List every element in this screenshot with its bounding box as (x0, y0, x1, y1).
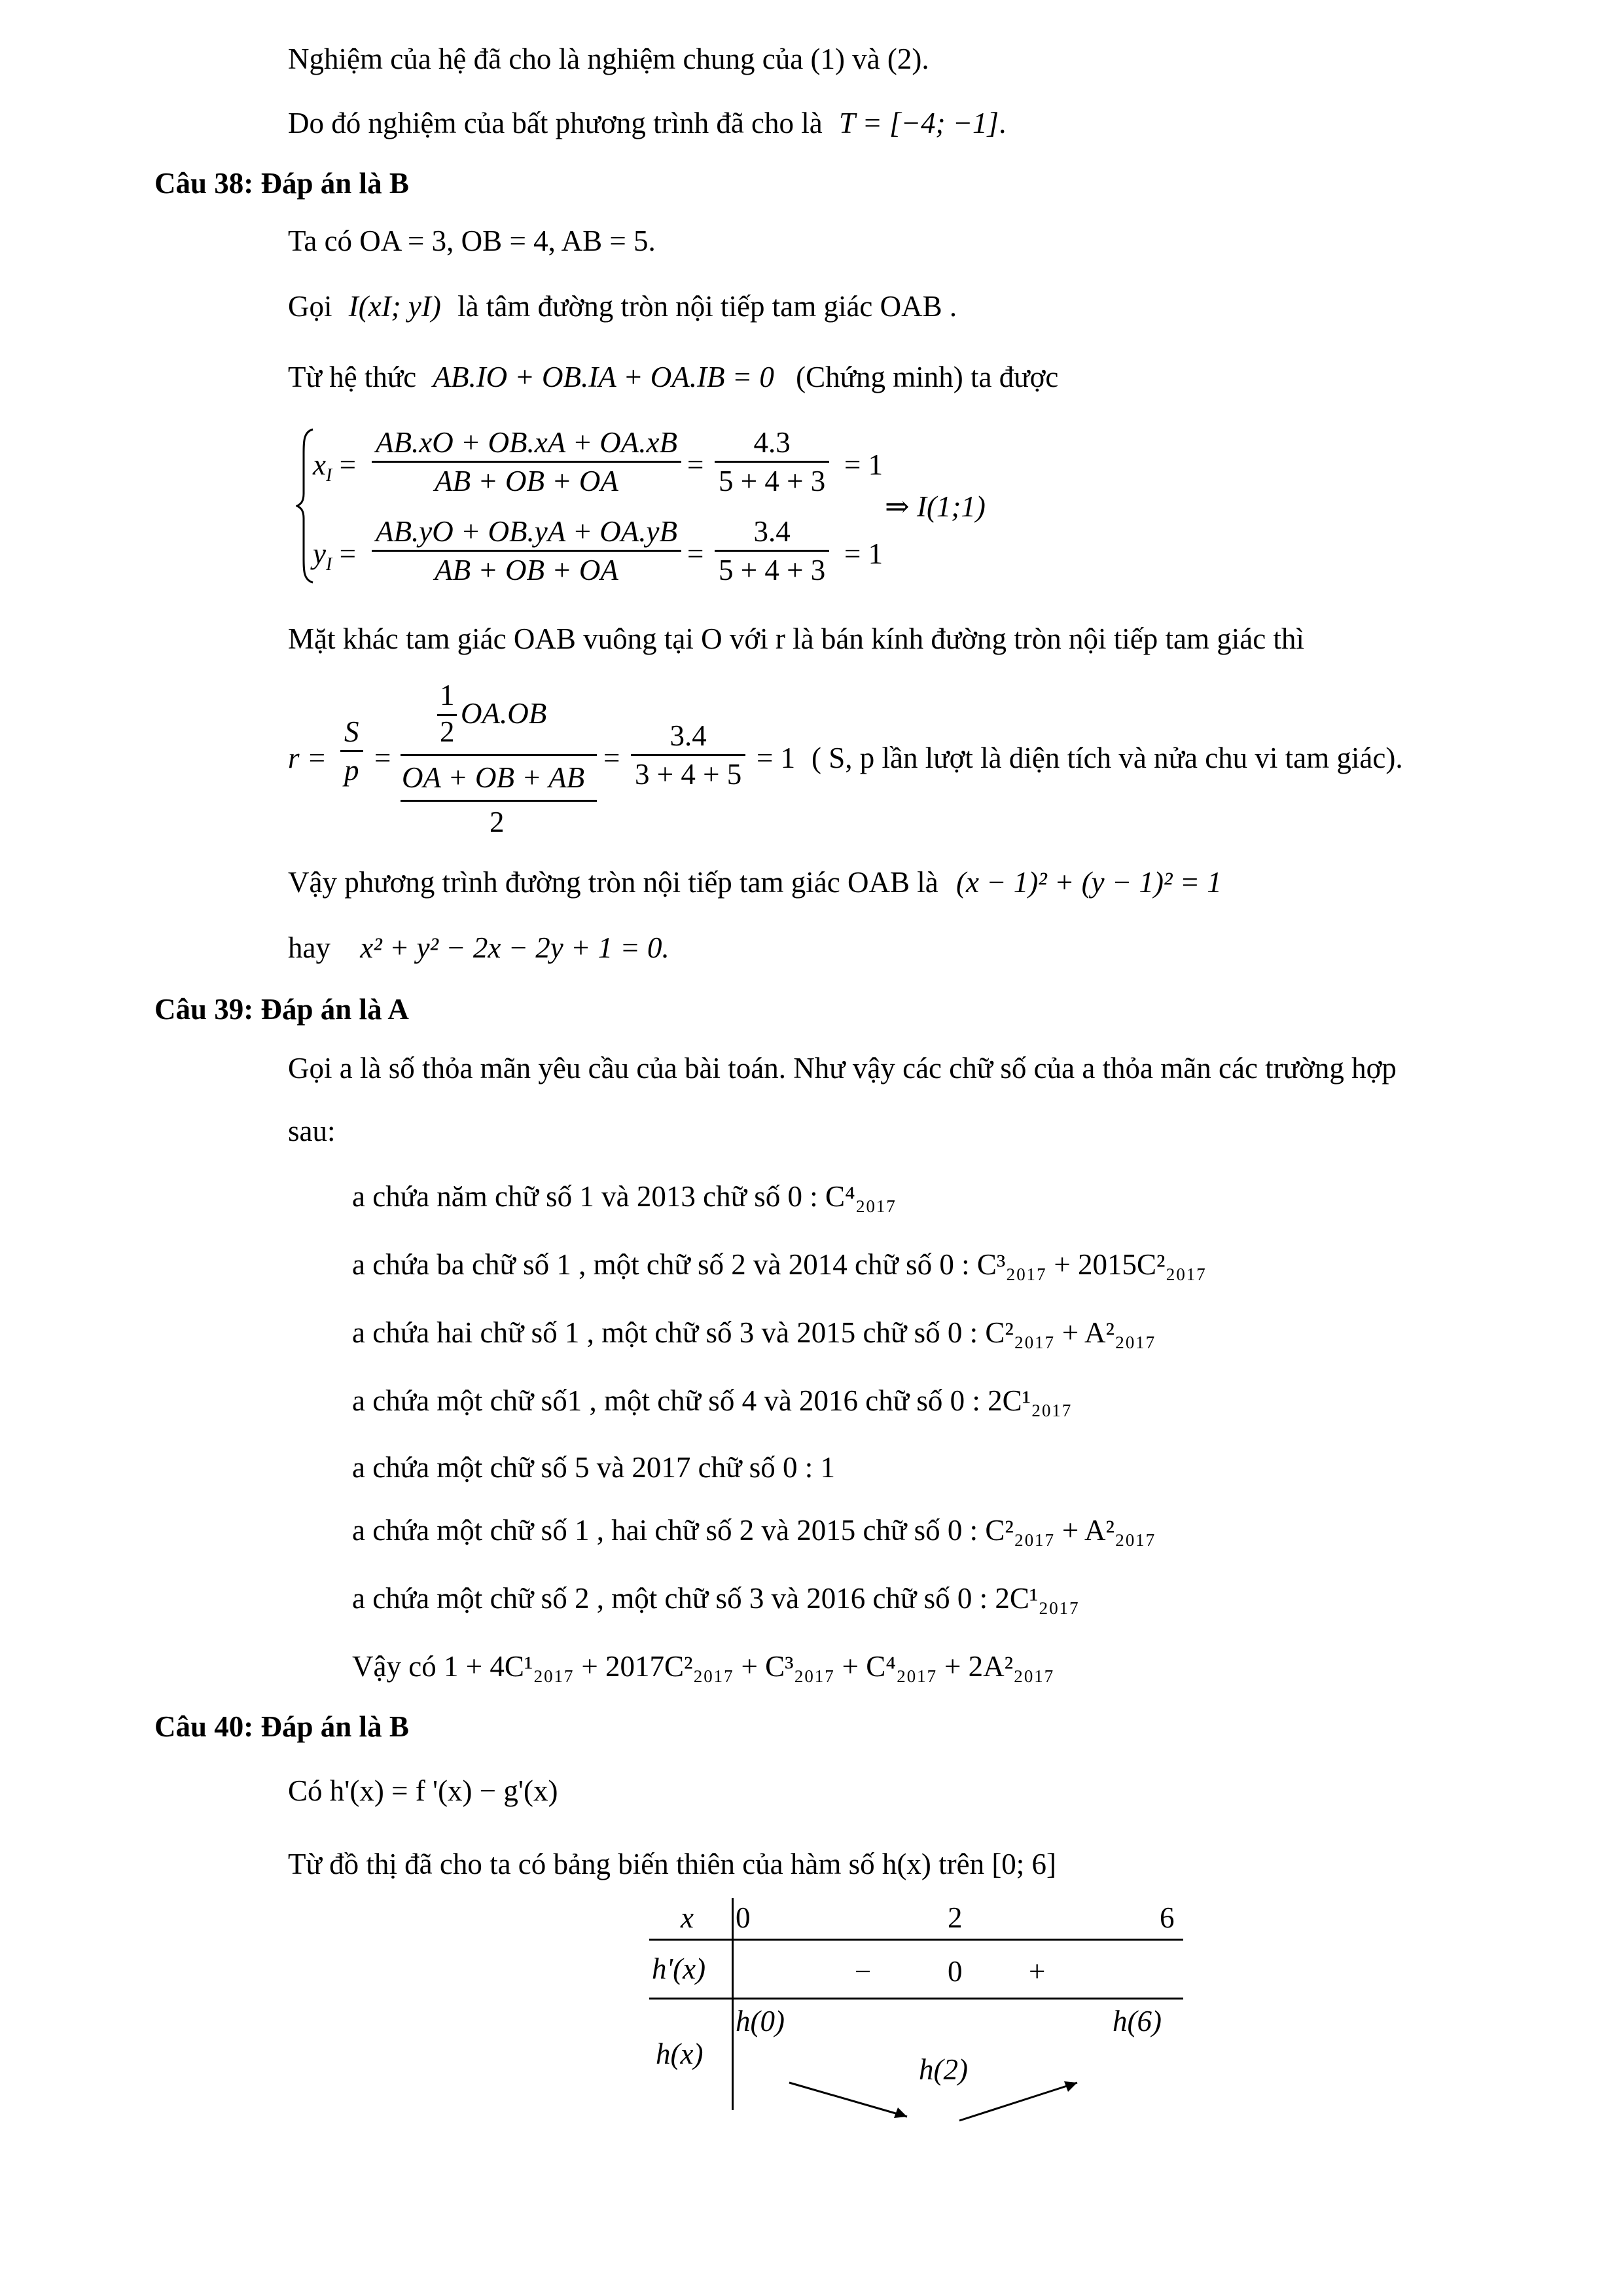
q38-circle-text: Vậy phương trình đường tròn nội tiếp tam giác OAB là (288, 866, 938, 899)
r-S: S (340, 713, 363, 752)
q40-table-intro: Từ đồ thị đã cho ta có bảng biến thiên của hàm số h(x) trên [0; 6] (288, 1848, 1057, 1880)
yI-value-num: 3.4 (715, 513, 829, 552)
r-oaob: OA.OB (461, 697, 547, 730)
r-lhs: r = (288, 742, 327, 774)
q39-case-5: a chứa một chữ số 5 và 2017 chữ số 0 : 1 (352, 1451, 836, 1484)
q38-general-eq (288, 929, 669, 966)
r-S-over-p (340, 713, 363, 789)
table-sign-minus: − (855, 1955, 872, 1988)
xI-numerator: AB.xO + OB.xA + OA.xB (372, 424, 681, 463)
table-hprime-label: h'(x) (652, 1952, 706, 1985)
xI-value-fraction (715, 424, 829, 499)
xI-eq: = (687, 448, 704, 481)
table-x-label: x (681, 1901, 694, 1934)
intro-line-2 (288, 105, 1006, 141)
table-sign-zero: 0 (948, 1955, 963, 1988)
q40-title: Câu 40: Đáp án là B (154, 1710, 409, 1743)
r-value-num: 3.4 (631, 717, 745, 756)
q39-intro-2: sau: (288, 1115, 336, 1147)
r-result: = 1 (757, 742, 796, 774)
table-h6: h(6) (1113, 2005, 1162, 2037)
q38-circle-eq (288, 864, 1222, 901)
r-sum: OA + OB + AB (402, 761, 585, 794)
yI-eq: = (687, 537, 704, 570)
q38-center-text: Gọi (288, 290, 332, 323)
xI-result: = 1 (844, 448, 883, 481)
yI-value-den: 5 + 4 + 3 (719, 554, 826, 586)
q38-vector-end: (Chứng minh) ta được (796, 361, 1059, 393)
r-two-b: 2 (490, 806, 505, 838)
yI-denominator: AB + OB + OA (435, 554, 618, 586)
q38-title: Câu 38: Đáp án là B (154, 167, 409, 200)
intro-line-1: Nghiệm của hệ đã cho là nghiệm chung của (1) và (2). (288, 43, 929, 75)
xI-denominator: AB + OB + OA (435, 465, 618, 497)
r-sum-bar (401, 800, 597, 802)
table-x-2: 2 (948, 1901, 963, 1934)
r-value-den: 3 + 4 + 5 (635, 758, 742, 791)
xI-fraction (372, 424, 681, 499)
q39-intro-1: Gọi a là số thỏa mãn yêu cầu của bài toán. Như vậy các chữ số của a thỏa mãn các trường hợp (288, 1052, 1397, 1085)
xI-value-num: 4.3 (715, 424, 829, 463)
xI-lhs: $x_I$ = (313, 448, 356, 486)
yI-fraction (372, 513, 681, 588)
yI-numerator: AB.yO + OB.yA + OA.yB (372, 513, 681, 552)
yI-result: = 1 (844, 537, 883, 570)
table-x-0: 0 (736, 1901, 751, 1934)
q39-case-3: a chứa hai chữ số 1 , một chữ số 3 và 2015 chữ số 0 : C²₂₀₁₇ + A²₂₀₁₇ (352, 1316, 1156, 1349)
table-sign-plus: + (1029, 1955, 1046, 1988)
table-h-label: h(x) (656, 2037, 704, 2070)
yI-value-fraction (715, 513, 829, 588)
center-result: ⇒ I(1;1) (885, 490, 986, 523)
q39-case-7: a chứa một chữ số 2 , một chữ số 3 và 2016 chữ số 0 : 2C¹₂₀₁₇ (352, 1582, 1080, 1615)
q39-case-2: a chứa ba chữ số 1 , một chữ số 2 và 2014 chữ số 0 : C³₂₀₁₇ + 2015C²₂₀₁₇ (352, 1248, 1207, 1281)
q38-vector-text: Từ hệ thức (288, 361, 417, 393)
intro-line-2-text: Do đó nghiệm của bất phương trình đã cho là (288, 107, 823, 139)
q39-case-4: a chứa một chữ số1 , một chữ số 4 và 2016 chữ số 0 : 2C¹₂₀₁₇ (352, 1384, 1072, 1417)
q38-or-text: hay (288, 931, 330, 964)
r-eq-2: = (603, 742, 620, 774)
q38-circle-math: (x − 1)² + (y − 1)² = 1 (955, 866, 1222, 899)
q40-derivative: Có h'(x) = f '(x) − g'(x) (288, 1774, 558, 1807)
r-value-fraction (631, 717, 745, 793)
arrow-down-icon (779, 2075, 936, 2127)
q38-center-end: là tâm đường tròn nội tiếp tam giác OAB . (457, 290, 957, 323)
table-hline-2 (649, 1998, 1183, 2000)
intro-line-2-end: . (999, 107, 1007, 139)
table-x-6: 6 (1160, 1901, 1175, 1934)
q39-conclusion: Vậy có 1 + 4C¹₂₀₁₇ + 2017C²₂₀₁₇ + C³₂₀₁₇ + C⁴₂₀₁₇ + 2A²₂₀₁₇ (352, 1650, 1054, 1683)
r-note: ( S, p lần lượt là diện tích và nửa chu vi tam giác). (812, 742, 1403, 774)
table-vline (732, 1898, 734, 2110)
q38-right-triangle: Mặt khác tam giác OAB vuông tại O với r là bán kính đường tròn nội tiếp tam giác thì (288, 622, 1304, 655)
r-main-bar (401, 754, 597, 756)
xI-value-den: 5 + 4 + 3 (719, 465, 826, 497)
r-two: 2 (440, 715, 455, 748)
q38-center-line (288, 288, 957, 325)
q38-vector-line (288, 359, 1058, 395)
r-half: 1 (440, 679, 455, 711)
q38-given: Ta có OA = 3, OB = 4, AB = 5. (288, 224, 656, 257)
q38-center-point: I(xI; yI) (348, 290, 441, 323)
table-h0: h(0) (736, 2005, 785, 2037)
solution-set: T = [−4; −1] (839, 107, 999, 139)
q39-title: Câu 39: Đáp án là A (154, 993, 409, 1026)
r-eq-1: = (374, 742, 391, 774)
q38-or-math: x² + y² − 2x − 2y + 1 = 0. (360, 931, 669, 964)
q39-case-6: a chứa một chữ số 1 , hai chữ số 2 và 2015 chữ số 0 : C²₂₀₁₇ + A²₂₀₁₇ (352, 1514, 1156, 1547)
r-p: p (344, 754, 359, 787)
table-hline-1 (649, 1939, 1183, 1941)
yI-lhs: $y_I$ = (313, 537, 356, 575)
arrow-up-icon (949, 2075, 1106, 2127)
table-h2: h(2) (919, 2053, 968, 2086)
q39-case-1: a chứa năm chữ số 1 và 2013 chữ số 0 : C⁴₂₀₁₇ (352, 1180, 897, 1213)
q38-vector-identity: AB.IO + OB.IA + OA.IB = 0 (433, 361, 774, 393)
